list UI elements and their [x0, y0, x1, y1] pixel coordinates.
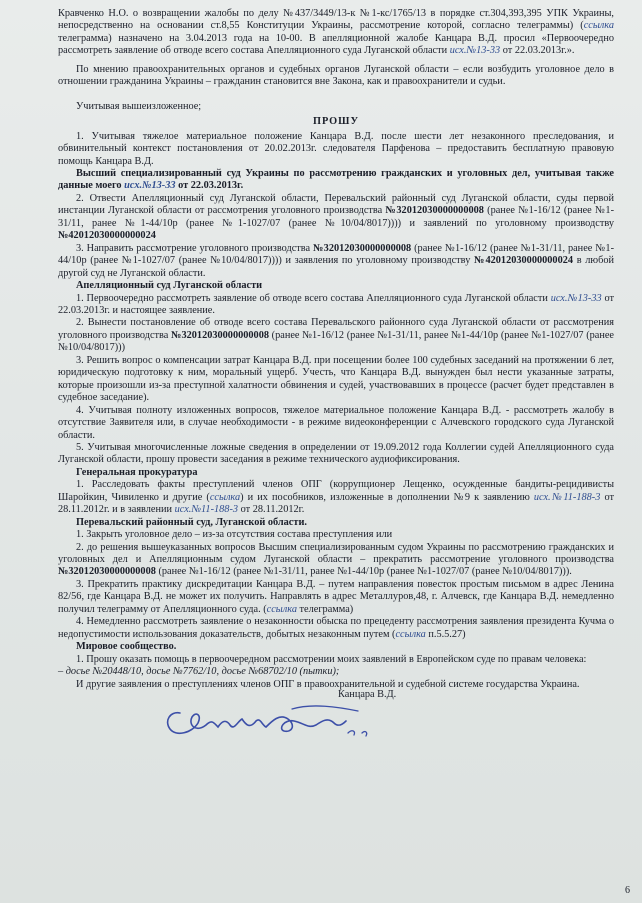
appeal-item-1: 1. Первоочередно рассмотреть заявление об отводе всего состава Апелляционного суда Луганской области исх.№13-33 от 22.03.2013г. и настоящее заявление. — [58, 292, 614, 316]
appeal-item-3: 3. Решить вопрос о компенсации затрат Канцара В.Д. при посещении более 100 судебных заседаний на протяжении 6 лет, юридическую подготовку к ним, моральный ущерб. Учесть, что Канцара В.Д. вынужден был нести указанные затраты, которые произошли из-за преступной халатности обвинения и судей, участвовавших в процессе (расчет будет представлен в судебное заседание). — [58, 354, 614, 404]
district-item-4: 4. Немедленно рассмотреть заявление о незаконности обыска по прецеденту рассмотрения заявления президента Кучма о недопустимости использования доказательств, добытых незаконным путем (ссылка п.5.5.27) — [58, 616, 614, 640]
appeal-item-4: 4. Учитывая полноту изложенных вопросов, тяжелое материальное положение Канцара В.Д. - рассмотреть жалобу в отсутствие Заявителя или, в случае необходимости - в режиме видеоконференции с Алчевского городского суда Луганской области. — [58, 404, 614, 441]
section-heading-appeal-court: Апелляционный суд Луганской области — [76, 280, 263, 292]
link-reference[interactable]: ссылка — [209, 491, 241, 503]
paragraph-opinion: По мнению правоохранительных органов и судебных органов Луганской области – если возбудить уголовное дело в отношении гражданина Украины – гражданин становится вне Закона, как и правоохранители и судьи. — [58, 63, 614, 88]
section-heading-prosecutor: Генеральная прокуратура — [76, 466, 198, 478]
handwritten-signature — [162, 699, 392, 743]
appeal-item-2: 2. Вынести постановление об отводе всего состава Перевальского районного суда Луганской области от рассмотрения уголовного производства №32012030000000008 (ранее №1-16/12 (ранее №1-31/11, ранее №1-44/10р (ранее №1-1027/07 (ранее №10/04/8017))) — [58, 317, 615, 354]
high-court-item-3: 3. Направить рассмотрение уголовного производства №32012030000000008 (ранее №1-16/12 (ранее №1-31/11, ранее №1-44/10р (ранее №1-1027/07 (ранее №10/04/8017)))) и заявления по уголовному производству №42012030000000024 в любой другой суд не Луганской области. — [58, 242, 614, 279]
request-item-1: 1. Учитывая тяжелое материальное положение Канцара В.Д. после шести лет незаконного преследования, и обвинительный контекст постановления от 20.02.2013г. следователя Парфенова – предоставить бесплатную правовую помощь Канцара В.Д. — [58, 130, 614, 167]
high-court-item-2: 2. Отвести Апелляционный суд Луганской области, Перевальский районный суд Луганской области, суды первой инстанции Луганской области от рассмотрения уголовного производства №32012030000000008 (ранее №1-16/12 (ранее №1-31/11, ранее №1-44/10р (ранее №1-1027/07 (ранее №10/04/8017)))) и заявлений по уголовному производству №42012030000000024 — [58, 192, 615, 242]
request-title: ПРОШУ — [312, 116, 360, 128]
section-heading-world: Мировое сообщество. — [76, 641, 177, 653]
district-item-2: 2. до решения вышеуказанных вопросов Высшим специализированным судом Украины по рассмотрению гражданских и уголовных дел и Апелляционным судом Луганской области – прекратить рассмотрение уголовного производства №32012030000000008 (ранее №1-16/12 (ранее №1-31/11, ранее №1-44/10р (ранее №1-1027/07 (ранее №10/04/8017))). — [58, 541, 614, 578]
paragraph-considering: Учитывая вышеизложенное; — [76, 100, 202, 112]
district-item-3: 3. Прекратить практику дискредитации Канцара В.Д. – путем направления повесток простым письмом в адрес Ленина 82/56, где Канцара В.Д. не может их получить. Направлять в адрес Металлуров,48, г. Алчевск, где Канцара В.Д. немедленно получил телеграмму от Апелляционного суда. (ссылка телеграмма) — [58, 578, 614, 615]
link-telegram[interactable]: ссылка — [583, 20, 614, 32]
world-item-1: 1. Прошу оказать помощь в первоочередном рассмотрении моих заявлений в Европейском суде по правам человека: — [76, 653, 587, 665]
world-item-dossiers: – досье №20448/10, досье №7762/10, досье №68702/10 (пытки); — [58, 666, 340, 678]
world-item-other: И другие заявления о преступлениях членов ОПГ в правоохранительной и судебной системе государства Украина. — [76, 678, 580, 690]
page-number: 6 — [625, 884, 630, 896]
appeal-item-5: 5. Учитывая многочисленные ложные сведения в определении от 19.09.2012 года Коллегии судей Апелляционного суда Луганской области, прошу провести заседания в режиме технического аудиофиксирования. — [58, 441, 614, 466]
link-telegram-2[interactable]: ссылка — [266, 603, 297, 615]
link-precedent[interactable]: ссылка — [395, 628, 426, 640]
signature-name: Канцара В.Д. — [338, 689, 397, 701]
ref-outgoing-number: исх.№13-33 — [449, 45, 501, 57]
prosecutor-item-1: 1. Расследовать факты преступлений членов ОПГ (коррупционер Лещенко, осужденные бандиты-рецидивисты Шаройкин, Чивиленко и другие (ссылка) и их пособников, изложенные в дополнении №9 к заявлению исх.№11-188-3 от 28.11.2012г. и в заявлении исх.№11-188-3 от 28.11.2012г. — [58, 479, 614, 516]
section-heading-high-court: Высший специализированный суд Украины по рассмотрению гражданских и уголовных дел, учитывая также данные моего исх.№13-33 от 22.03.2013г. — [58, 167, 614, 192]
district-item-1: 1. Закрыть уголовное дело – из-за отсутствия состава преступления или — [76, 529, 393, 541]
section-heading-district-court: Перевальский районный суд, Луганской области. — [76, 516, 307, 528]
paragraph-intro: Кравченко Н.О. о возвращении жалобы по делу №437/3449/13-к №1-кс/1765/13 в порядке ст.304,393,395 УПК Украины, непосредственно на основании ст.8,55 Конституции Украины, рассмотрение которой, согласно телеграммы) (ссылка телеграмма) назначено на 3.04.2013 года на 10-00. В апелляционной жалобе Канцара В.Д. просил «Первоочередно рассмотреть заявление об отводе всего состава Апелляционного суда Луганской области исх.№13-33 от 22.03.2013г.». — [58, 8, 614, 57]
signature-block — [58, 691, 614, 735]
